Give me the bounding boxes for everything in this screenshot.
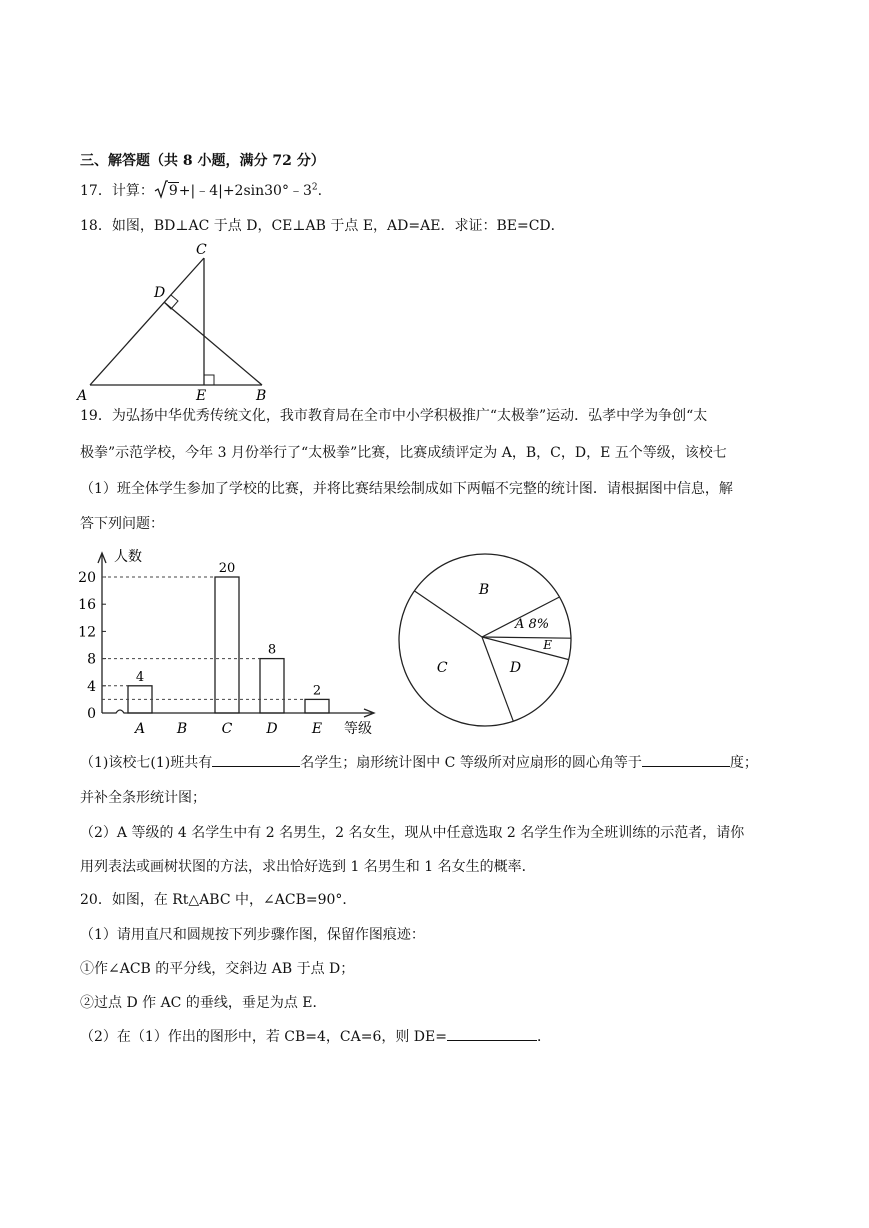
q19-part-2-line-1: （2）A 等级的 4 名学生中有 2 名男生，2 名女生，现从中任意选取 2 名学生作为全班训练的示范者，请你 (80, 825, 745, 841)
pie-divider-3 (482, 637, 513, 721)
label-c: C (196, 242, 207, 258)
q18-triangle-figure (75, 238, 275, 403)
label-e: E (196, 388, 207, 403)
q19-part1-b: 名学生；扇形统计图中 C 等级所对应扇形的圆心角等于 (300, 755, 642, 771)
bar-E (305, 699, 329, 713)
q19-part1-c: 度； (729, 755, 758, 771)
q17-exponent: 2 (311, 182, 318, 193)
y-tick-label-0: 0 (87, 706, 96, 722)
q19-line-1: 19．为弘扬中华优秀传统文化，我市教育局在全市中小学积极推广“太极拳”运动．弘孝中学为争创“太 (80, 408, 708, 424)
answer-blank-de[interactable] (447, 1026, 537, 1041)
y-tick-label-4: 16 (78, 597, 96, 614)
q17-prefix: 17．计算： (80, 183, 154, 199)
q17-rest: +|﹣4|+2sin30°﹣3 (178, 183, 312, 199)
label-b: B (256, 388, 267, 403)
q19-line-3: （1）班全体学生参加了学校的比赛，并将比赛结果绘制成如下两幅不完整的统计图．请根据图中信息，解 (80, 481, 733, 497)
pie-label-C: C (436, 660, 448, 677)
q19-part-2-line-2: 用列表法或画树状图的方法，求出恰好选到 1 名男生和 1 名女生的概率． (80, 859, 536, 875)
q20-line-2: （1）请用直尺和圆规按下列步骤作图，保留作图痕迹： (80, 927, 425, 943)
q20-line-5 (80, 1026, 551, 1046)
right-angle-mark-d (164, 295, 178, 309)
q19-part-1 (80, 752, 758, 772)
sqrt-symbol (154, 180, 168, 200)
q20-line-3: ①作∠ACB 的平分线，交斜边 AB 于点 D； (80, 961, 355, 977)
question-18: 18．如图，BD⊥AC 于点 D，CE⊥AB 于点 E，AD=AE．求证：BE=CD． (80, 218, 565, 234)
pie-chart (390, 545, 580, 735)
data-label-E: 2 (312, 683, 322, 699)
label-d: D (154, 285, 166, 301)
segment-bd (164, 302, 262, 385)
q20-line5-b: ． (537, 1029, 551, 1045)
pie-divider-4 (414, 591, 482, 637)
pie-label-B: B (478, 582, 490, 599)
q19-line-4: 答下列问题： (80, 516, 164, 532)
y-axis-title: 人数 (114, 549, 142, 565)
x-tick-label-E: E (311, 721, 323, 737)
data-label-A: 4 (135, 669, 145, 685)
y-tick-label-5: 20 (78, 570, 96, 586)
y-tick-label-2: 8 (87, 651, 96, 668)
q17-end: . (317, 183, 323, 199)
data-label-D: 8 (267, 642, 277, 658)
y-tick-label-3: 12 (78, 624, 96, 641)
x-tick-label-D: D (266, 721, 278, 737)
x-axis-title: 等级 (344, 721, 372, 737)
q19-line-2: 极拳”示范学校，今年 3 月份举行了“太极拳”比赛，比赛成绩评定为 A，B，C，D，E 五个等级，该校七 (80, 445, 727, 461)
answer-blank-angle[interactable] (642, 752, 730, 767)
q20-line5-a: （2）在（1）作出的图形中，若 CB=4，CA=6，则 DE= (80, 1029, 447, 1045)
pie-label-A: A 8% (515, 617, 550, 633)
q17-radicand: 9 (168, 183, 178, 199)
pie-divider-1 (482, 637, 571, 638)
label-a: A (77, 388, 88, 403)
data-label-C: 20 (218, 561, 236, 576)
bar-C (215, 577, 239, 713)
pie-divider-2 (482, 637, 569, 660)
bar-chart (72, 543, 392, 738)
right-angle-mark-e (204, 375, 214, 385)
pie-label-D: D (509, 660, 522, 677)
x-tick-label-C: C (221, 721, 233, 737)
q19-part-1-cont: 并补全条形统计图； (80, 790, 206, 806)
q20-line-4: ②过点 D 作 AC 的垂线，垂足为点 E． (80, 995, 327, 1011)
question-17 (80, 180, 322, 200)
y-tick-label-1: 4 (87, 678, 96, 695)
pie-label-E: E (543, 637, 553, 652)
x-tick-label-B: B (176, 721, 188, 737)
q20-line-1: 20．如图，在 Rt△ABC 中，∠ACB=90°． (80, 892, 357, 908)
q19-part1-a: （1)该校七(1)班共有 (80, 755, 213, 771)
answer-blank-students[interactable] (212, 752, 300, 767)
x-tick-label-A: A (134, 721, 146, 737)
bar-D (260, 659, 284, 713)
section-header: 三、解答题（共 8 小题，满分 72 分） (80, 153, 325, 169)
